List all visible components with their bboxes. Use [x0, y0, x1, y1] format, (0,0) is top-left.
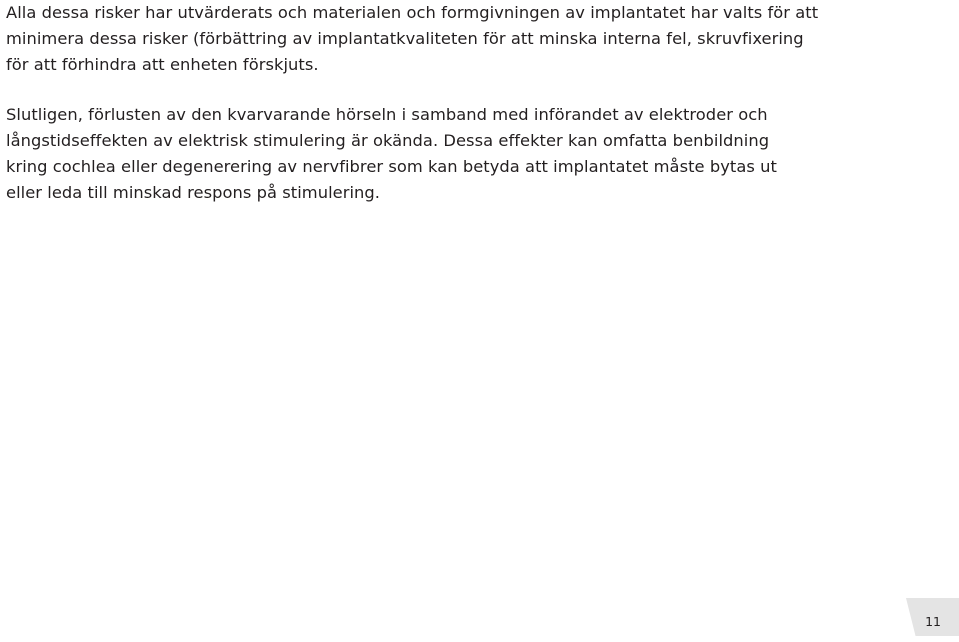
text-line: kring cochlea eller degenerering av nervfibrer som kan betyda att implantatet måste bytas ut: [6, 157, 777, 177]
body-text: [6, 0, 906, 206]
page-number: 11: [925, 614, 941, 629]
text-line: för att förhindra att enheten förskjuts.: [6, 55, 319, 75]
paragraph-hearing-loss: [6, 102, 906, 207]
text-line: långstidseffekten av elektrisk stimulering är okända. Dessa effekter kan omfatta benbildning: [6, 130, 770, 150]
text-line: eller leda till minskad respons på stimulering.: [6, 183, 381, 203]
text-line: Slutligen, förlusten av den kvarvarande hörseln i samband med införandet av elektroder och: [6, 104, 768, 124]
text-line: Alla dessa risker har utvärderats och materialen och formgivningen av implantatet har valts för att: [6, 3, 819, 22]
text-line: minimera dessa risker (förbättring av implantatkvaliteten för att minska interna fel, skruvfixering: [6, 29, 804, 49]
paragraph-risk-evaluation: [6, 0, 906, 79]
